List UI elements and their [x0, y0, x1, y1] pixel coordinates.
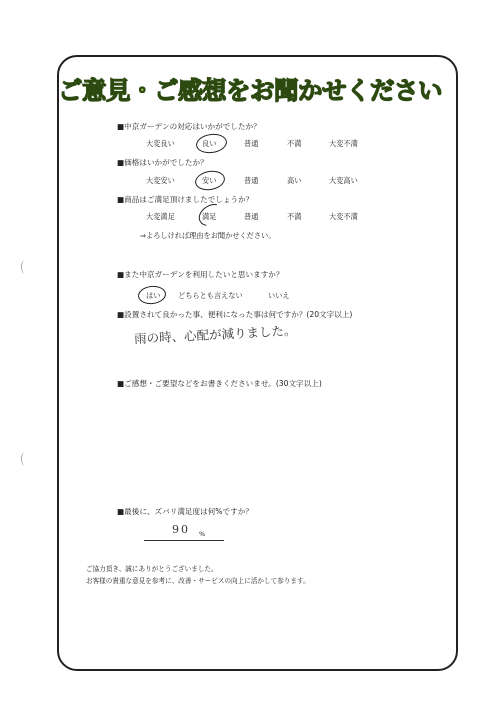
option-price-normal: 普通 — [244, 176, 259, 185]
option-price-very-expensive: 大変高い — [329, 176, 358, 185]
option-product-very-satisfied: 大変満足 — [146, 212, 175, 221]
option-product-normal: 普通 — [244, 212, 259, 221]
option-reuse-yes: はい — [146, 291, 161, 300]
option-service-unsatisfied: 不満 — [287, 139, 302, 148]
punch-hole-top — [21, 260, 29, 274]
page-title: ご意見・ご感想をお聞かせください — [58, 76, 442, 105]
option-product-unsatisfied: 不満 — [287, 212, 302, 221]
question-product: ■商品はご満足頂けましたでしょうか？ — [117, 195, 254, 204]
question-price: ■価格はいかがでしたか？ — [117, 158, 208, 167]
question-service: ■中京ガーデンの対応はいかがでしたか？ — [117, 122, 261, 131]
option-service-very-unsatisfied: 大変不満 — [329, 139, 358, 148]
question-benefit: ■設置されて良かった事、便利になった事は何ですか？(20文字以上) — [117, 310, 353, 319]
answer-satisfaction-handwriting: 90 — [172, 523, 190, 536]
option-product-very-unsatisfied: 大変不満 — [329, 212, 358, 221]
option-service-normal: 普通 — [244, 139, 259, 148]
question-reuse: ■また中京ガーデンを利用したいと思いますか？ — [117, 270, 284, 279]
punch-hole-bottom — [21, 452, 29, 466]
option-service-good: 良い — [202, 139, 217, 148]
option-price-very-cheap: 大変安い — [146, 176, 175, 185]
footer-improvement-note: お客様の貴重な意見を参考に、改善・サービスの向上に活かして参ります。 — [86, 577, 310, 585]
option-reuse-no: いいえ — [268, 291, 290, 300]
question-satisfaction: ■最後に、ズバリ満足度は何%ですか？ — [117, 507, 253, 516]
option-product-satisfied: 満足 — [202, 212, 217, 221]
satisfaction-underline — [144, 540, 224, 541]
reason-prompt: ⇒よろしければ理由をお聞かせください。 — [140, 231, 276, 240]
percent-unit: % — [199, 530, 206, 538]
answer-benefit-handwriting: 雨の時、心配が減りました。 — [133, 322, 297, 347]
option-price-cheap: 安い — [202, 176, 217, 185]
footer-thanks: ご協力頂き、誠にありがとうございました。 — [86, 565, 218, 573]
question-comments: ■ご感想・ご要望などをお書きくださいませ。(30文字以上) — [117, 379, 322, 388]
option-service-very-good: 大変良い — [146, 139, 175, 148]
option-reuse-neither: どちらとも言えない — [178, 291, 243, 300]
option-price-expensive: 高い — [287, 176, 302, 185]
